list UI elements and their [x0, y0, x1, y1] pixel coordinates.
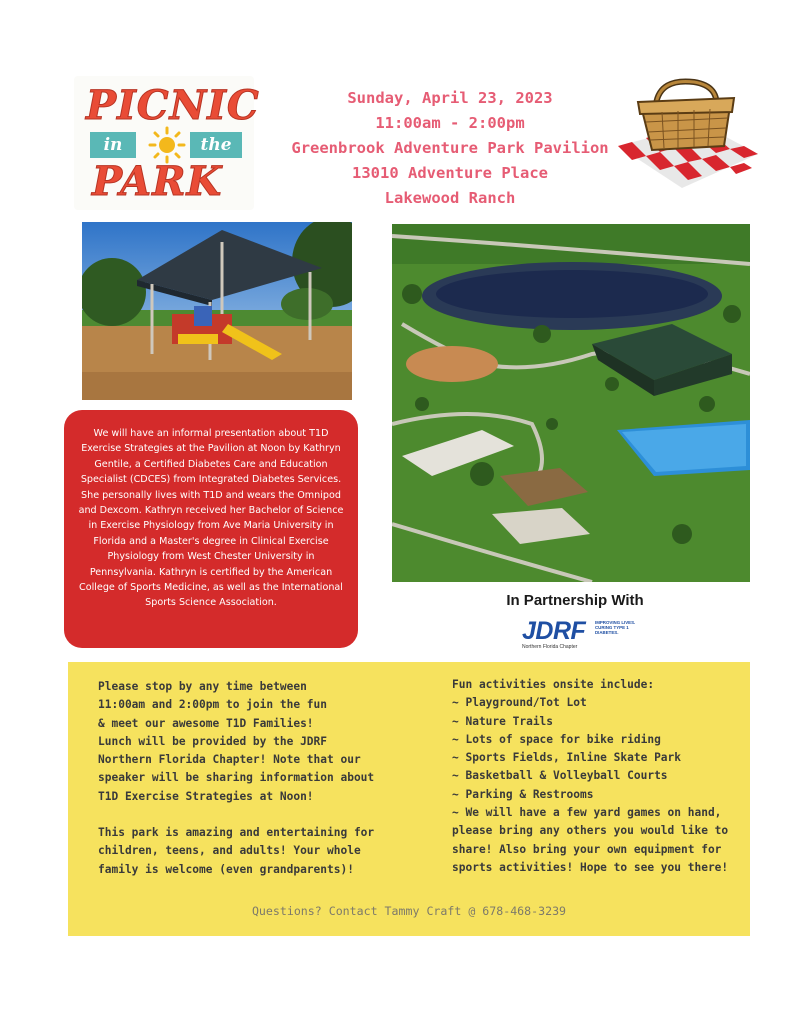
event-header: [280, 86, 620, 211]
activity-item: sports activities! Hope to see you there!: [452, 860, 729, 874]
contact-line: Questions? Contact Tammy Craft @ 678-468-3239: [251, 904, 567, 918]
family-line: This park is amazing and entertaining for: [98, 826, 375, 840]
jdrf-logo-tagline: IMPROVING LIVES. CURING TYPE 1 DIABETES.: [595, 620, 636, 635]
activity-item: ~ Playground/Tot Lot: [452, 696, 587, 710]
welcome-line: Lunch will be provided by the JDRF: [98, 734, 328, 748]
playground-photo: [82, 222, 352, 400]
event-city: Lakewood Ranch: [384, 189, 516, 207]
aerial-park-photo: [392, 224, 750, 582]
picnic-in-the-park-logo: [74, 76, 260, 210]
activities-list: [452, 676, 752, 877]
paragraph-gap: [98, 806, 398, 824]
picnic-basket-icon: [612, 76, 760, 194]
logo-word-park: PARK: [92, 158, 223, 205]
welcome-line: Please stop by any time between: [98, 680, 307, 693]
event-address: 13010 Adventure Place: [352, 164, 548, 182]
logo-banner-the: the: [190, 132, 242, 158]
welcome-line: 11:00am and 2:00pm to join the fun: [98, 698, 328, 712]
welcome-line: speaker will be sharing information about: [98, 771, 375, 785]
event-time: 11:00am - 2:00pm: [375, 114, 525, 132]
activity-item: ~ We will have a few yard games on hand,: [452, 806, 722, 820]
welcome-line: T1D Exercise Strategies at Noon!: [98, 789, 314, 803]
welcome-line: & meet our awesome T1D Families!: [98, 716, 314, 730]
event-venue: Greenbrook Adventure Park Pavilion: [291, 139, 609, 157]
activity-item: ~ Basketball & Volleyball Courts: [452, 769, 668, 783]
activities-heading: Fun activities onsite include:: [452, 678, 655, 691]
event-date: Sunday, April 23, 2023: [347, 89, 553, 107]
partnership-title: In Partnership With: [506, 592, 644, 609]
activity-item: ~ Lots of space for bike riding: [452, 732, 661, 746]
jdrf-logo: [520, 617, 640, 651]
activity-item: share! Also bring your own equipment for: [452, 842, 722, 856]
activity-item: ~ Sports Fields, Inline Skate Park: [452, 751, 682, 765]
activity-item: please bring any others you would like to: [452, 824, 729, 838]
activity-item: ~ Parking & Restrooms: [452, 787, 594, 801]
logo-word-picnic: PICNIC: [86, 82, 260, 129]
jdrf-logo-chapter: Northern Florida Chapter: [522, 644, 578, 650]
logo-banner-in: in: [90, 132, 136, 158]
jdrf-logo-word: JDRF: [522, 617, 586, 645]
family-line: family is welcome (even grandparents)!: [98, 862, 354, 876]
activity-item: ~ Nature Trails: [452, 714, 554, 728]
welcome-text: [98, 678, 398, 879]
family-line: children, teens, and adults! Your whole: [98, 844, 361, 858]
speaker-info-box: [64, 410, 358, 648]
speaker-info-text: We will have an informal presentation about T1D Exercise Strategies at the Pavilion at Noon by Kathryn Gentile, a Certified Diabetes Care and Education Specialist (CDCES) from Integrated Diabetes Services. She personally lives with T1D and wears the Omnipod and Dexcom. Kathryn received her Bachelor of Science in Exercise Physiology from Ave Maria University in Florida and a Master's degree in Clinical Exercise Physiology from West Chester University in Pennsylvania. Kathryn is certified by the American College of Sports Medicine, as well as the International Sports Science Association.: [78, 428, 344, 609]
welcome-line: Northern Florida Chapter! Note that our: [98, 753, 361, 767]
